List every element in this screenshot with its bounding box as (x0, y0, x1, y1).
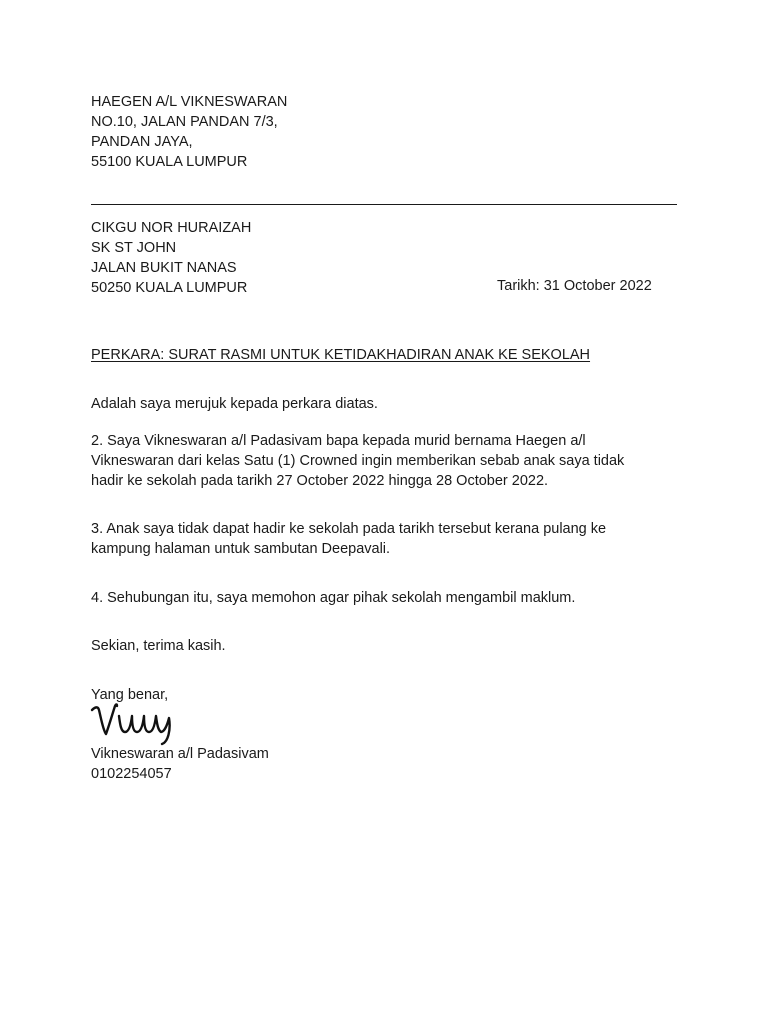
paragraph-3-line-1: 3. Anak saya tidak dapat hadir ke sekolah pada tarikh tersebut kerana pulang ke (91, 521, 607, 537)
opening-paragraph: Adalah saya merujuk kepada perkara diatas. (91, 396, 378, 412)
paragraph-2-line-1: 2. Saya Vikneswaran a/l Padasivam bapa kepada murid bernama Haegen a/l (91, 433, 586, 449)
sender-address-line-3: 55100 KUALA LUMPUR (91, 154, 248, 170)
sender-address-line-2: PANDAN JAYA, (91, 134, 193, 150)
signatory-block (91, 744, 691, 784)
subject-line: PERKARA: SURAT RASMI UNTUK KETIDAKHADIRAN ANAK KE SEKOLAH (91, 347, 591, 363)
paragraph-3 (91, 519, 691, 559)
paragraph-2-line-2: Vikneswaran dari kelas Satu (1) Crowned ingin memberikan sebab anak saya tidak (91, 453, 625, 469)
recipient-city: 50250 KUALA LUMPUR (91, 280, 248, 296)
signatory-phone: 0102254057 (91, 766, 172, 782)
paragraph-4: 4. Sehubungan itu, saya memohon agar pihak sekolah mengambil maklum. (91, 590, 576, 606)
header-divider (91, 204, 677, 205)
recipient-name: CIKGU NOR HURAIZAH (91, 220, 252, 236)
letter-date: Tarikh: 31 October 2022 (497, 278, 652, 294)
signatory-name: Vikneswaran a/l Padasivam (91, 746, 269, 762)
closing-line: Sekian, terima kasih. (91, 638, 226, 654)
recipient-school: SK ST JOHN (91, 240, 177, 256)
sender-address-block (91, 92, 287, 172)
paragraph-3-line-2: kampung halaman untuk sambutan Deepavali. (91, 541, 391, 557)
recipient-street: JALAN BUKIT NANAS (91, 260, 237, 276)
recipient-address-block (91, 218, 251, 298)
regards-line: Yang benar, (91, 687, 169, 703)
sender-address-line-1: NO.10, JALAN PANDAN 7/3, (91, 114, 278, 130)
paragraph-2-line-3: hadir ke sekolah pada tarikh 27 October 2022 hingga 28 October 2022. (91, 473, 549, 489)
handwritten-signature (88, 692, 180, 746)
paragraph-2 (91, 431, 691, 491)
sender-name: HAEGEN A/L VIKNESWARAN (91, 94, 288, 110)
